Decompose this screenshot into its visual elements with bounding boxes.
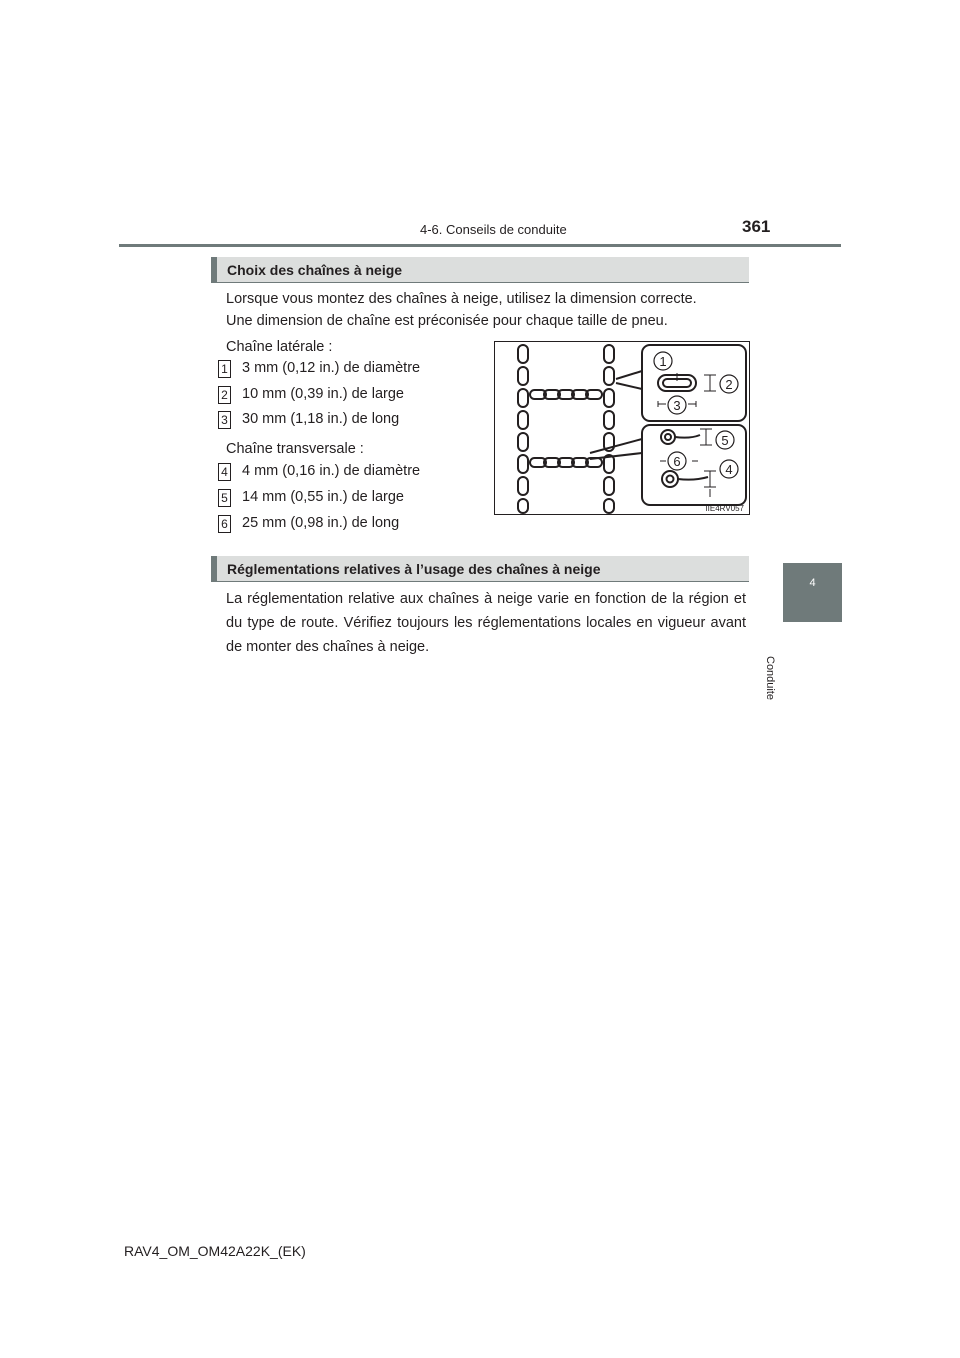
list-item-text: 14 mm (0,55 in.) de large: [242, 489, 404, 505]
list-item-text: 4 mm (0,16 in.) de diamètre: [242, 463, 421, 479]
section-heading-snow-chain-regulations: [211, 556, 749, 582]
chapter-tab-label: Conduite: [764, 656, 776, 701]
callout-label: 3: [673, 398, 681, 413]
callout-number: 3: [218, 411, 231, 429]
header-section-title: 4-6. Conseils de conduite: [420, 222, 567, 237]
callout-label: 6: [673, 454, 681, 469]
header-divider: [119, 244, 841, 247]
chapter-tab: [783, 563, 842, 622]
callout-number: 4: [218, 463, 231, 481]
footer-model-code: RAV4_OM_OM42A22K_(EK): [124, 1243, 306, 1259]
intro-line-1: Lorsque vous montez des chaînes à neige, utilisez la dimension correcte.: [226, 291, 697, 307]
callout-number: 1: [218, 360, 231, 378]
list-item-text: 25 mm (0,98 in.) de long: [242, 515, 400, 531]
callout-label: 4: [725, 462, 733, 477]
cross-chain-label: Chaîne transversale :: [226, 441, 364, 457]
intro-line-2: Une dimension de chaîne est préconisée pour chaque taille de pneu.: [226, 313, 668, 329]
snow-chain-illustration: [494, 341, 750, 515]
intro-paragraph: [226, 288, 746, 332]
section-heading-text: Choix des chaînes à neige: [227, 262, 403, 278]
callout-number: 5: [218, 489, 231, 507]
regulations-paragraph: La réglementation relative aux chaînes à neige varie en fonction de la région et du type de route. Vérifiez toujours les réglementations locales en vigueur avant de monter des chaînes à neige.: [226, 591, 746, 655]
chapter-tab-number: 4: [809, 577, 816, 589]
figure-code: IIE4RV057: [705, 504, 744, 513]
section-heading-text: Réglementations relatives à l’usage des chaînes à neige: [227, 561, 601, 577]
page-number: 361: [742, 217, 771, 236]
list-item-text: 30 mm (1,18 in.) de long: [242, 411, 400, 427]
callout-number: 2: [218, 386, 231, 404]
callout-label: 1: [659, 354, 667, 369]
side-chain-label: Chaîne latérale :: [226, 339, 333, 355]
list-item-text: 10 mm (0,39 in.) de large: [242, 386, 404, 402]
list-item-text: 3 mm (0,12 in.) de diamètre: [242, 360, 421, 376]
callout-number: 6: [218, 515, 231, 533]
callout-label: 2: [725, 377, 733, 392]
section-heading-snow-chain-choice: [211, 257, 749, 283]
callout-label: 5: [721, 433, 729, 448]
